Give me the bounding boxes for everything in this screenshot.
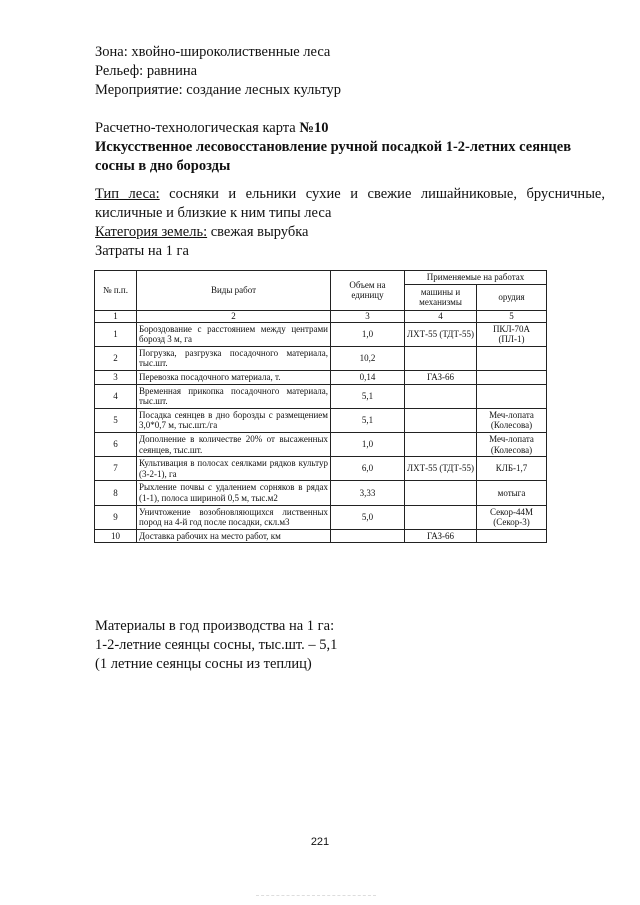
row-tools: КЛБ-1,7 — [477, 457, 547, 481]
table-row — [95, 529, 547, 543]
header-applied: Применяемые на работах — [405, 271, 547, 285]
col-number-2: 2 — [137, 310, 331, 322]
row-machines — [405, 481, 477, 505]
row-num: 10 — [95, 529, 137, 543]
materials-block — [95, 617, 337, 674]
table-row — [95, 346, 547, 370]
row-tools — [477, 370, 547, 384]
row-volume: 5,1 — [331, 408, 405, 432]
row-machines — [405, 432, 477, 456]
row-machines — [405, 384, 477, 408]
row-num: 2 — [95, 346, 137, 370]
row-machines: ГАЗ-66 — [405, 370, 477, 384]
row-machines — [405, 408, 477, 432]
row-machines — [405, 346, 477, 370]
row-num: 6 — [95, 432, 137, 456]
row-volume: 6,0 — [331, 457, 405, 481]
row-num: 7 — [95, 457, 137, 481]
row-volume: 10,2 — [331, 346, 405, 370]
materials-line3: (1 летние сеянцы сосны из теплиц) — [95, 656, 312, 672]
row-machines: ЛХТ-55 (ТДТ-55) — [405, 322, 477, 346]
forest-type-label: Тип леса: — [95, 186, 160, 202]
table-row — [95, 432, 547, 456]
row-num: 9 — [95, 505, 137, 529]
header-volume: Объем на единицу — [331, 271, 405, 311]
measure-line: Мероприятие: создание лесных культур — [95, 82, 342, 98]
zone-line: Зона: хвойно-широколиственные леса — [95, 44, 331, 60]
row-volume: 0,14 — [331, 370, 405, 384]
costs-line: Затраты на 1 га — [95, 243, 189, 259]
materials-line2: 1-2-летние сеянцы сосны, тыс.шт. – 5,1 — [95, 637, 338, 653]
row-volume: 5,1 — [331, 384, 405, 408]
card-title-prefix: Расчетно-технологическая карта — [95, 120, 300, 136]
row-work: Перевозка посадочного материала, т. — [137, 370, 331, 384]
table-row — [95, 408, 547, 432]
card-title — [95, 119, 605, 138]
scan-edge-divider — [256, 895, 376, 897]
page-number: 221 — [310, 836, 330, 848]
row-tools — [477, 346, 547, 370]
row-work: Дополнение в количестве 20% от высаженных сеянцев, тыс.шт. — [137, 432, 331, 456]
row-work: Временная прикопка посадочного материала, тыс.шт. — [137, 384, 331, 408]
table-row — [95, 505, 547, 529]
row-machines — [405, 505, 477, 529]
row-tools: Меч-лопата (Колесова) — [477, 408, 547, 432]
row-volume — [331, 529, 405, 543]
row-volume: 1,0 — [331, 432, 405, 456]
header-block — [95, 43, 341, 100]
row-tools: Секор-44М (Секор-3) — [477, 505, 547, 529]
row-work: Культивация в полосах сеялками рядков культур (3-2-1), га — [137, 457, 331, 481]
card-title-block — [95, 119, 605, 176]
card-subtitle-line1: Искусственное лесовосстановление ручной посадкой 1-2-летних сеянцев — [95, 139, 572, 155]
row-work: Посадка сеянцев в дно борозды с размещением 3,0*0,7 м, тыс.шт./га — [137, 408, 331, 432]
table-row — [95, 370, 547, 384]
row-tools: мотыга — [477, 481, 547, 505]
relief-line: Рельеф: равнина — [95, 63, 198, 79]
header-tools: орудия — [477, 284, 547, 310]
row-num: 1 — [95, 322, 137, 346]
row-tools: Меч-лопата (Колесова) — [477, 432, 547, 456]
col-number-1: 1 — [95, 310, 137, 322]
land-category-value: свежая вырубка — [207, 224, 309, 240]
table-row — [95, 322, 547, 346]
col-number-4: 4 — [405, 310, 477, 322]
card-number: №10 — [299, 120, 329, 136]
forest-type-value: сосняки и ельники сухие и свежие лишайниковые, брусничные, кисличные и близкие к ним типы леса — [95, 186, 605, 221]
operations-table — [94, 270, 547, 543]
table-row — [95, 457, 547, 481]
row-work: Доставка рабочих на место работ, км — [137, 529, 331, 543]
row-machines: ГАЗ-66 — [405, 529, 477, 543]
row-work: Рыхление почвы с удалением сорняков в рядах (1-1), полоса шириной 0,5 м, тыс.м2 — [137, 481, 331, 505]
row-machines: ЛХТ-55 (ТДТ-55) — [405, 457, 477, 481]
header-work: Виды работ — [137, 271, 331, 311]
row-volume: 1,0 — [331, 322, 405, 346]
row-num: 4 — [95, 384, 137, 408]
col-number-3: 3 — [331, 310, 405, 322]
row-volume: 3,33 — [331, 481, 405, 505]
row-tools — [477, 529, 547, 543]
row-work: Погрузка, разгрузка посадочного материала, тыс.шт. — [137, 346, 331, 370]
header-num: № п.п. — [95, 271, 137, 311]
row-tools: ПКЛ-70А (ПЛ-1) — [477, 322, 547, 346]
header-machines: машины и механизмы — [405, 284, 477, 310]
row-volume: 5,0 — [331, 505, 405, 529]
row-num: 8 — [95, 481, 137, 505]
forest-type — [95, 185, 605, 223]
row-num: 3 — [95, 370, 137, 384]
land-category — [95, 223, 605, 242]
row-work: Уничтожение возобновляющихся лиственных пород на 4-й год после посадки, скл.м3 — [137, 505, 331, 529]
table-row — [95, 481, 547, 505]
land-category-label: Категория земель: — [95, 224, 208, 240]
row-work: Бороздование с расстоянием между центрами борозд 3 м, га — [137, 322, 331, 346]
card-subtitle-line2: сосны в дно борозды — [95, 158, 231, 174]
table-row — [95, 384, 547, 408]
row-num: 5 — [95, 408, 137, 432]
col-number-5: 5 — [477, 310, 547, 322]
row-tools — [477, 384, 547, 408]
forest-info-block — [95, 185, 605, 261]
materials-line1: Материалы в год производства на 1 га: — [95, 618, 335, 634]
